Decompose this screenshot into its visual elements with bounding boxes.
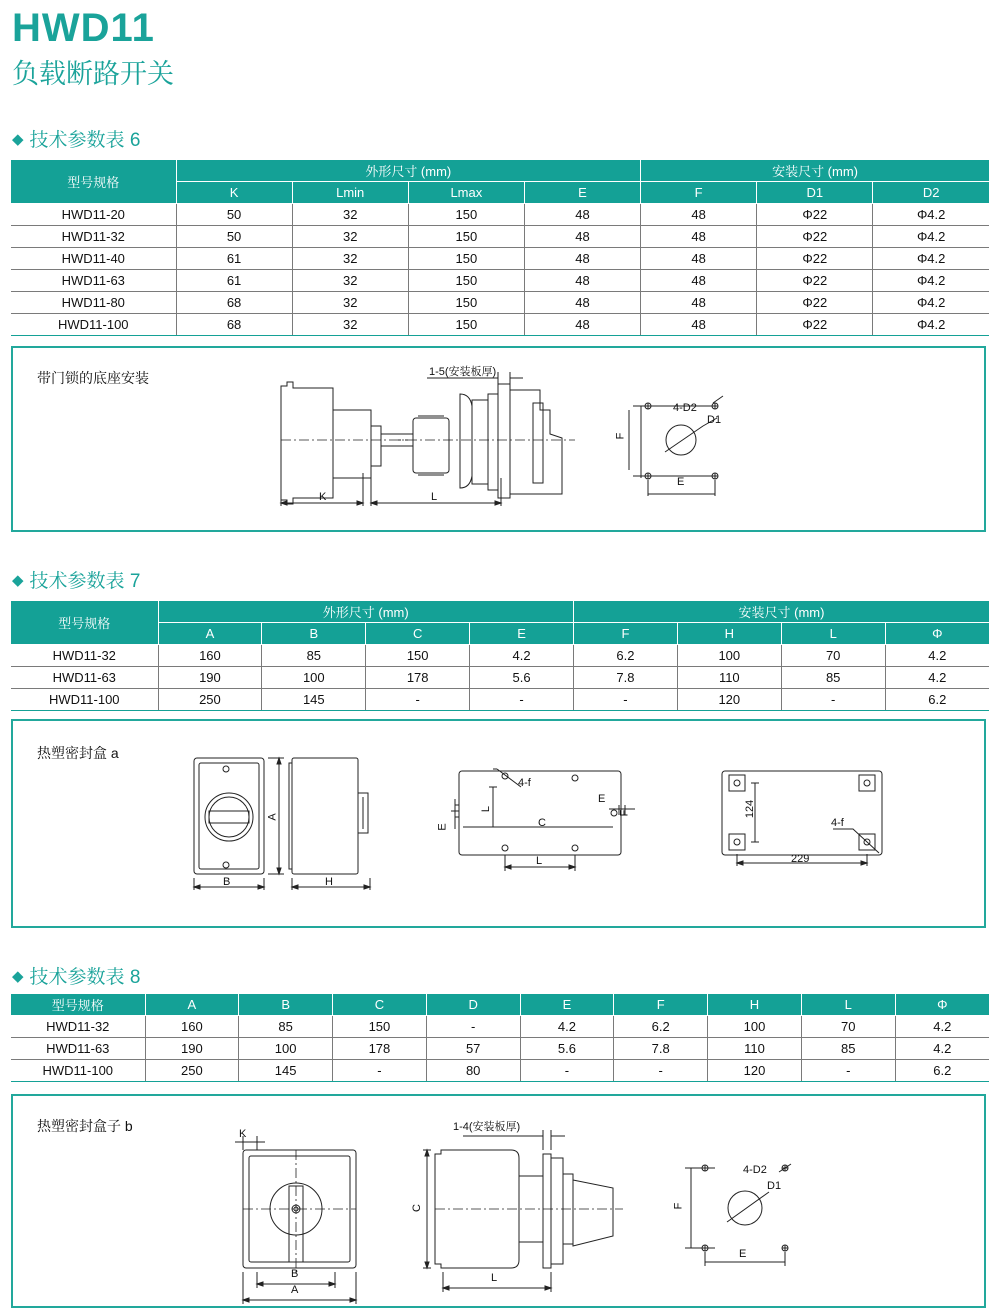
col-header: K (176, 182, 292, 204)
section-heading-6-text: 技术参数表 6 (29, 130, 141, 151)
dim-e-right: E (598, 793, 606, 805)
section-heading-7 (12, 566, 140, 593)
spec-table-6 (11, 160, 989, 336)
col-header: A (158, 623, 262, 645)
col-header: Lmin (292, 182, 408, 204)
dim-l: L (491, 1272, 498, 1284)
table-row: HWD11-32 50 32 150 48 48 Φ22 Φ4.2 (11, 226, 989, 248)
group-header-dimensions: 外形尺寸 (mm) (158, 601, 574, 623)
diamond-icon: ◆ (12, 131, 24, 148)
col-header: D1 (757, 182, 873, 204)
model-header: 型号规格 (11, 160, 176, 204)
col-header: Lmax (408, 182, 524, 204)
dim-d2: 4-D2 (743, 1164, 767, 1176)
page-title: HWD11 (12, 6, 155, 50)
dim-d2: 4-D2 (673, 402, 697, 414)
col-header: E (470, 623, 574, 645)
col-header: F (614, 994, 708, 1016)
plate-thickness-note: 1-4(安装板厚) (453, 1121, 521, 1133)
dim-k: K (239, 1128, 247, 1140)
table-row: HWD11-32 160 85 150 - 4.2 6.2 100 70 4.2 (11, 1016, 989, 1038)
drawing-label: 带门锁的底座安装 (37, 370, 149, 386)
col-header: E (524, 182, 640, 204)
drawing-panel-8 (11, 1094, 986, 1308)
spec-table-7 (11, 601, 989, 711)
table-row: HWD11-80 68 32 150 48 48 Φ22 Φ4.2 (11, 292, 989, 314)
dim-e: E (677, 476, 685, 488)
section-heading-7-text: 技术参数表 7 (29, 571, 141, 592)
col-header: E (520, 994, 614, 1016)
dim-f: F (672, 1202, 685, 1210)
col-header: L (781, 623, 885, 645)
dim-c: C (538, 817, 546, 829)
table-row: HWD11-63 190 100 178 5.6 7.8 110 85 4.2 (11, 667, 989, 689)
dim-e-left: E (436, 823, 449, 831)
col-header: D (426, 994, 520, 1016)
drawing-label: 热塑密封盒 a (37, 745, 119, 761)
drawing-label: 热塑密封盒子 b (37, 1118, 133, 1134)
col-header: L (801, 994, 895, 1016)
dim-d1: D1 (767, 1180, 782, 1192)
col-header: F (574, 623, 678, 645)
page-subtitle: 负载断路开关 (12, 59, 174, 89)
dim-a: A (291, 1284, 299, 1296)
dim-124: 124 (744, 799, 757, 819)
section-heading-8-text: 技术参数表 8 (29, 967, 141, 988)
col-header: Φ (895, 994, 989, 1016)
dim-l: L (431, 491, 438, 503)
col-header: C (333, 994, 427, 1016)
dim-f: F (614, 432, 627, 440)
col-header: B (262, 623, 366, 645)
col-header: C (366, 623, 470, 645)
diamond-icon: ◆ (12, 968, 24, 985)
table-row: HWD11-100 68 32 150 48 48 Φ22 Φ4.2 (11, 314, 989, 336)
table-row: HWD11-63 61 32 150 48 48 Φ22 Φ4.2 (11, 270, 989, 292)
col-header: B (239, 994, 333, 1016)
table-row: HWD11-100 250 145 - 80 - - 120 - 6.2 (11, 1060, 989, 1082)
dim-229: 229 (791, 853, 810, 865)
col-header: A (145, 994, 239, 1016)
dim-h: H (325, 876, 333, 888)
table-row: HWD11-100 250 145 - - - 120 - 6.2 (11, 689, 989, 711)
table-row: HWD11-32 160 85 150 4.2 6.2 100 70 4.2 (11, 645, 989, 667)
dim-d1: D1 (707, 414, 722, 426)
group-header-mounting: 安装尺寸 (mm) (641, 160, 989, 182)
model-header: 型号规格 (11, 601, 158, 645)
dim-e: E (739, 1248, 747, 1260)
table-row: HWD11-63 190 100 178 57 5.6 7.8 110 85 4.2 (11, 1038, 989, 1060)
dim-k: K (319, 491, 327, 503)
col-header: D2 (873, 182, 989, 204)
dim-a: A (266, 813, 279, 821)
section-heading-8 (12, 962, 140, 989)
dim-hole-a: 4-f (518, 777, 531, 789)
group-header-dimensions: 外形尺寸 (mm) (176, 160, 641, 182)
dim-b: B (223, 876, 231, 888)
model-header: 型号规格 (11, 994, 145, 1016)
section-heading-6 (12, 125, 140, 152)
plate-thickness-note: 1-5(安装板厚) (429, 366, 497, 378)
col-header: F (641, 182, 757, 204)
drawing-panel-7 (11, 719, 986, 928)
dim-l-vertical: L (480, 805, 493, 813)
dim-c: C (410, 1204, 423, 1212)
group-header-mounting: 安装尺寸 (mm) (574, 601, 990, 623)
col-header: H (677, 623, 781, 645)
table-row: HWD11-20 50 32 150 48 48 Φ22 Φ4.2 (11, 204, 989, 226)
table-row: HWD11-40 61 32 150 48 48 Φ22 Φ4.2 (11, 248, 989, 270)
col-header: H (708, 994, 802, 1016)
dim-l: L (536, 855, 543, 867)
base-mount-drawing (13, 348, 984, 530)
spec-table-8 (11, 994, 989, 1082)
drawing-panel-6 (11, 346, 986, 532)
dim-b: B (291, 1268, 299, 1280)
dim-f: F (618, 809, 631, 817)
dim-hole-b: 4-f (831, 817, 844, 829)
diamond-icon: ◆ (12, 572, 24, 589)
col-header: Φ (885, 623, 989, 645)
